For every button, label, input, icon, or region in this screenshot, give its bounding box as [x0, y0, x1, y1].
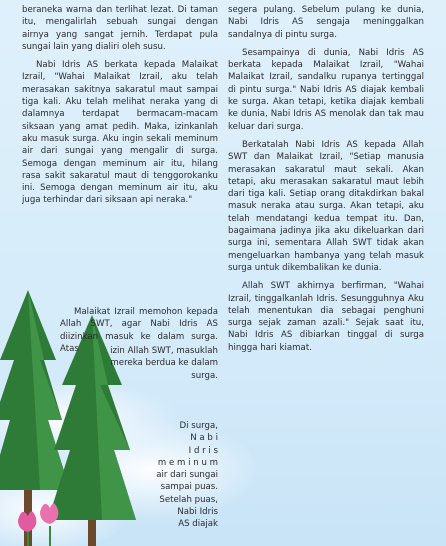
paragraph: beraneka warna dan terlihat lezat. Di taman itu, mengalirlah sebuah sungai dengan airnya yang sangat jernih. Terdapat pula sungai lain yang dialiri oleh susu.: [22, 5, 218, 52]
line: sampai puas.: [160, 482, 218, 493]
paragraph-narrow: [118, 420, 218, 531]
paragraph-continued: izin Allah SWT, masuklah mereka berdua ke dalam surga.: [110, 346, 218, 381]
paragraph: Allah SWT akhirnya berfirman, "Wahai Izrail, tinggalkanlah Idris. Sesungguhnya Aku telah menentukan dia sebagai penghuni surga sejak zaman azali." Sejak saat itu, Nabi Idris AS dibiarkan tinggal di surga hingga hari kiamat.: [228, 281, 424, 353]
line: AS diajak: [178, 519, 218, 530]
paragraph: Sesampainya di dunia, Nabi Idris AS berkata kepada Malaikat Izrail, "Wahai Malaikat Izrail, sandalku rupanya tertinggal di pintu surga." Nabi Idris AS diajak kembali ke surga. Akan tetapi, ketika diajak kembali ke dunia, Nabi Idris AS menolak dan tak mau keluar dari surga.: [228, 47, 424, 132]
line: m e m i n u m: [157, 457, 218, 468]
paragraph: Nabi Idris AS berkata kepada Malaikat Izrail, "Wahai Malaikat Izrail, aku telah merasakan sakitnya sakaratul maut sampai tiga kali. Aku telah melihat neraka yang di dalamnya terdapat bermacam-macam siksaan yang amat pedih. Maka, izinkanlah aku masuk surga. Aku ingin sekali meminum air dari sungai yang mengalir di surga. Semoga dengan meminum air itu, hilang rasa sakit sakaratul maut di tenggorokanku ini. Semoga dengan meminum air itu, aku juga terhindar dari siksaan api neraka.": [22, 60, 218, 206]
line: air dari sungai: [156, 470, 218, 481]
line: Di surga,: [179, 421, 218, 431]
paragraph: Berkatalah Nabi Idris AS kepada Allah SWT dan Malaikat Izrail, "Setiap manusia merasakan sakaratul maut sekali. Akan tetapi, aku merasakan sakaratul maut lebih dari tiga kali. Setiap orang ditakdirkan bakal masuk neraka atau surga. Akan tetapi, aku telah mendatangi kedua tempat itu. Dan, bagaimana jadinya jika aku dikeluarkan dari surga ini, sementara Allah SWT tidak akan mengeluarkan hambanya yang telah masuk surga untuk dikembalikan ke dunia.: [228, 139, 424, 273]
paragraph: segera pulang. Sebelum pulang ke dunia, Nabi Idris AS sengaja meninggalkan sandalnya di pintu surga.: [228, 5, 424, 40]
left-column: [22, 4, 218, 213]
line: I d r i s: [188, 445, 218, 456]
paragraph-text: Malaikat Izrail memohon kepada Allah SWT, agar Nabi Idris AS diizinkan masuk ke dalam surga. Atas: [60, 307, 218, 354]
line: N a b i: [190, 433, 218, 444]
right-column: [228, 4, 424, 360]
line: Setelah puas,: [159, 494, 218, 505]
line: Nabi Idris: [177, 507, 218, 518]
